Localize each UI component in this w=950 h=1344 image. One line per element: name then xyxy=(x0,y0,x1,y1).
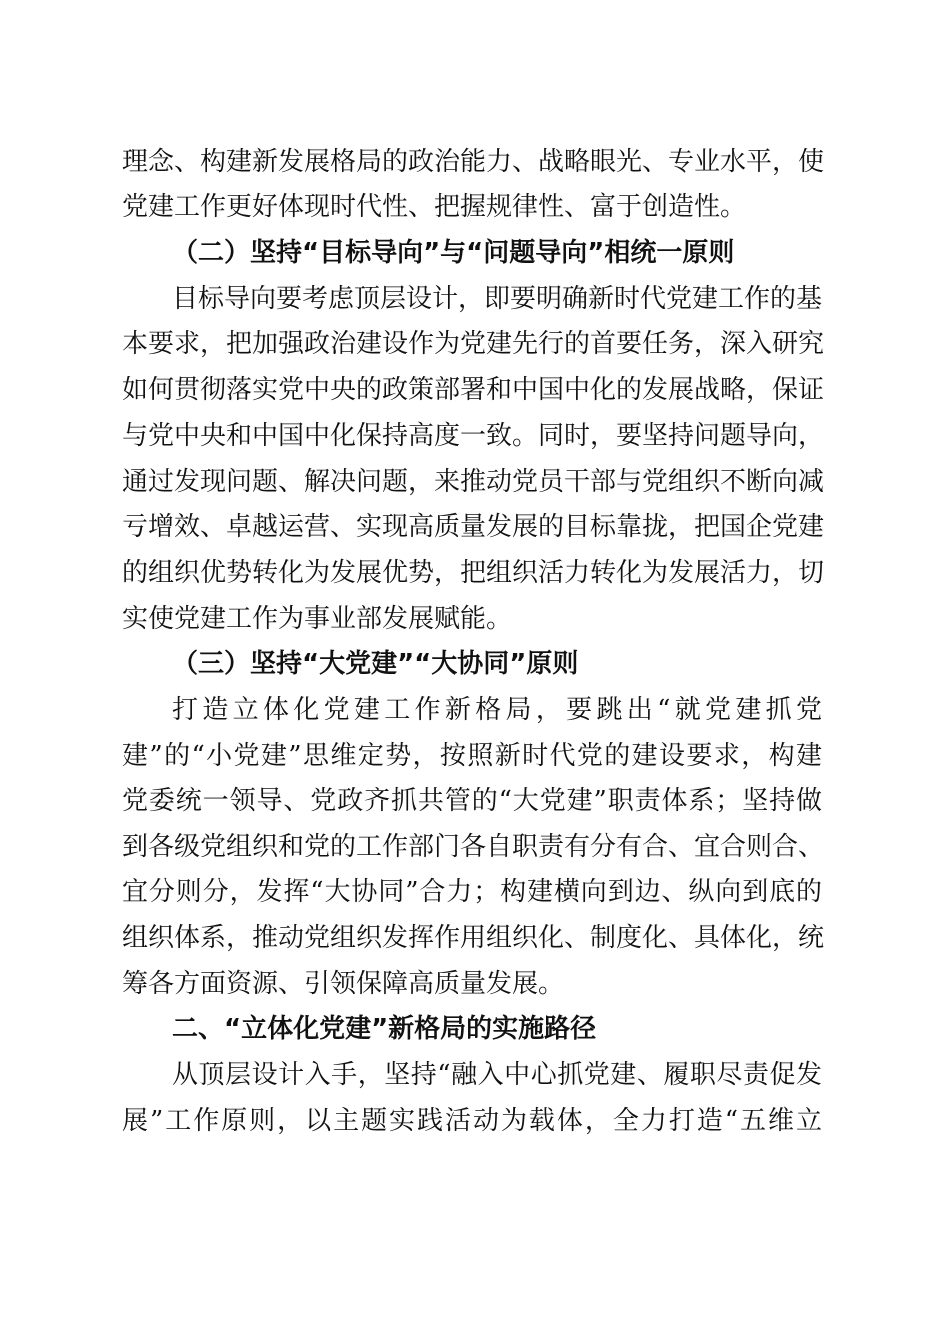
paragraph-line: 通过发现问题、解决问题，来推动党员干部与党组织不断向减 xyxy=(122,467,825,497)
paragraph-line: 建”的“小党建”思维定势，按照新时代党的建设要求，构建 xyxy=(122,741,822,771)
paragraph-line: 党建工作更好体现时代性、把握规律性、富于创造性。 xyxy=(122,192,747,222)
paragraph-line: 党委统一领导、党政齐抓共管的“大党建”职责体系；坚持做 xyxy=(122,786,822,816)
paragraph-line: 组织体系，推动党组织发挥作用组织化、制度化、具体化，统 xyxy=(122,923,825,953)
paragraph-line: 本要求，把加强政治建设作为党建先行的首要任务，深入研究 xyxy=(122,329,825,359)
paragraph-line: 的组织优势转化为发展优势，把组织活力转化为发展活力，切 xyxy=(122,558,825,588)
chapter-heading: 二、“立体化党建”新格局的实施路径 xyxy=(172,1014,597,1044)
section-heading: （二）坚持“目标导向”与“问题导向”相统一原则 xyxy=(172,238,735,268)
paragraph-line: 从顶层设计入手，坚持“融入中心抓党建、履职尽责促发 xyxy=(172,1060,822,1090)
paragraph-line: 宜分则分，发挥“大协同”合力；构建横向到边、纵向到底的 xyxy=(122,877,822,907)
paragraph-line: 筹各方面资源、引领保障高质量发展。 xyxy=(122,969,565,999)
paragraph-line: 与党中央和中国中化保持高度一致。同时，要坚持问题导向， xyxy=(122,421,825,451)
paragraph-line: 理念、构建新发展格局的政治能力、战略眼光、专业水平，使 xyxy=(122,147,825,177)
paragraph-line: 打造立体化党建工作新格局，要跳出“就党建抓党 xyxy=(172,695,822,725)
section-heading: （三）坚持“大党建”“大协同”原则 xyxy=(172,649,579,679)
paragraph-line: 目标导向要考虑顶层设计，即要明确新时代党建工作的基 xyxy=(172,284,823,314)
paragraph-line: 展”工作原则，以主题实践活动为载体，全力打造“五维立 xyxy=(122,1106,822,1136)
paragraph-line: 亏增效、卓越运营、实现高质量发展的目标靠拢，把国企党建 xyxy=(122,512,825,542)
paragraph-line: 到各级党组织和党的工作部门各自职责有分有合、宜合则合、 xyxy=(122,832,825,862)
paragraph-line: 实使党建工作为事业部发展赋能。 xyxy=(122,604,513,634)
paragraph-line: 如何贯彻落实党中央的政策部署和中国中化的发展战略，保证 xyxy=(122,375,825,405)
